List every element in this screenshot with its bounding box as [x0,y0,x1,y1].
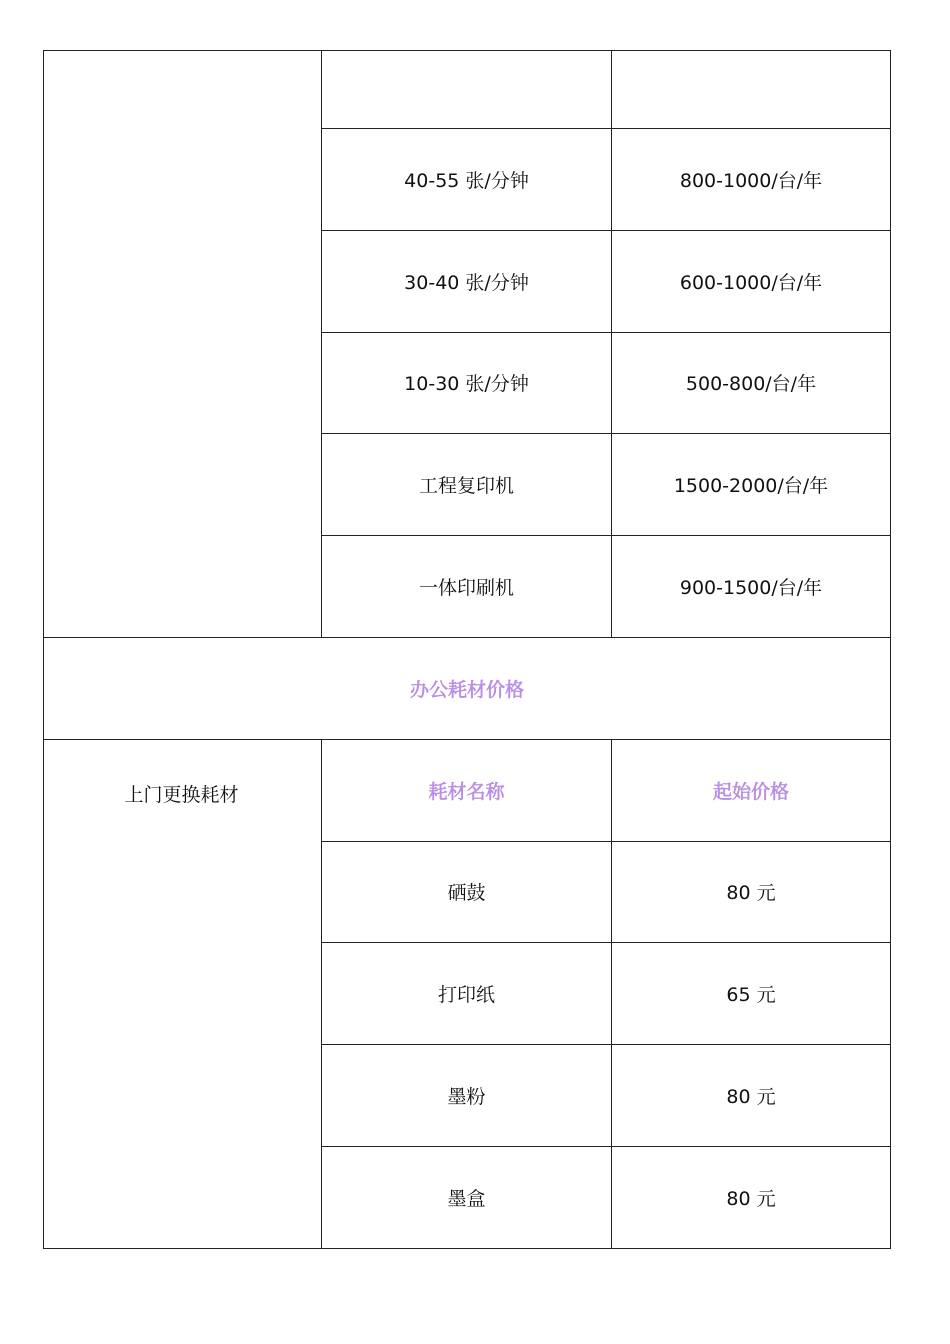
consumable-name: 墨盒 [447,1187,486,1210]
consumable-name: 打印纸 [437,984,495,1007]
consumable-price-cell [612,943,891,1045]
rental-price-cell [612,536,891,638]
consumable-name-cell [322,1045,612,1147]
rental-spec: 一体印刷机 [418,577,514,600]
rental-category-cell [44,51,322,638]
rental-price: 1500-2000/台/年 [673,475,829,498]
consumable-price: 80 元 [726,1086,776,1109]
header-cell [322,739,612,841]
rental-price-cell [612,129,891,231]
column-header-price: 起始价格 [712,780,789,803]
consumable-price-cell [612,841,891,943]
rental-price: 900-1500/台/年 [679,577,823,600]
rental-spec: 40-55 张/分钟 [404,169,529,192]
rental-spec-cell [322,129,612,231]
consumable-name: 硒鼓 [447,882,486,905]
column-header-name: 耗材名称 [428,780,505,803]
rental-spec-cell [322,230,612,332]
consumable-name-cell [322,943,612,1045]
consumable-name: 墨粉 [447,1086,486,1109]
consumable-price: 80 元 [726,1187,776,1210]
header-cell [612,739,891,841]
rental-spec: 10-30 张/分钟 [404,373,529,396]
rental-spec-cell [322,536,612,638]
rental-price-cell [612,230,891,332]
rental-spec-cell [322,51,612,129]
rental-price-cell [612,332,891,434]
rental-price: 600-1000/台/年 [679,271,823,294]
rental-spec-cell [322,434,612,536]
rental-price: 800-1000/台/年 [679,169,823,192]
consumable-price-cell [612,1045,891,1147]
service-label: 上门更换耗材 [124,783,239,806]
service-cell [44,739,322,1248]
rental-spec: 30-40 张/分钟 [404,271,529,294]
rental-price-cell [612,51,891,129]
section-title-row [44,637,891,739]
consumable-name-cell [322,841,612,943]
section-title: 办公耗材价格 [409,678,524,701]
rental-spec-cell [322,332,612,434]
consumable-price-cell [612,1146,891,1248]
consumable-price: 65 元 [726,984,776,1007]
rental-price-cell [612,434,891,536]
consumable-name-cell [322,1146,612,1248]
rental-price: 500-800/台/年 [685,373,817,396]
consumable-price: 80 元 [726,882,776,905]
table-row [44,739,891,841]
section-title-cell [44,637,891,739]
rental-spec: 工程复印机 [418,475,514,498]
price-table [43,50,891,1249]
table-row [44,51,891,129]
